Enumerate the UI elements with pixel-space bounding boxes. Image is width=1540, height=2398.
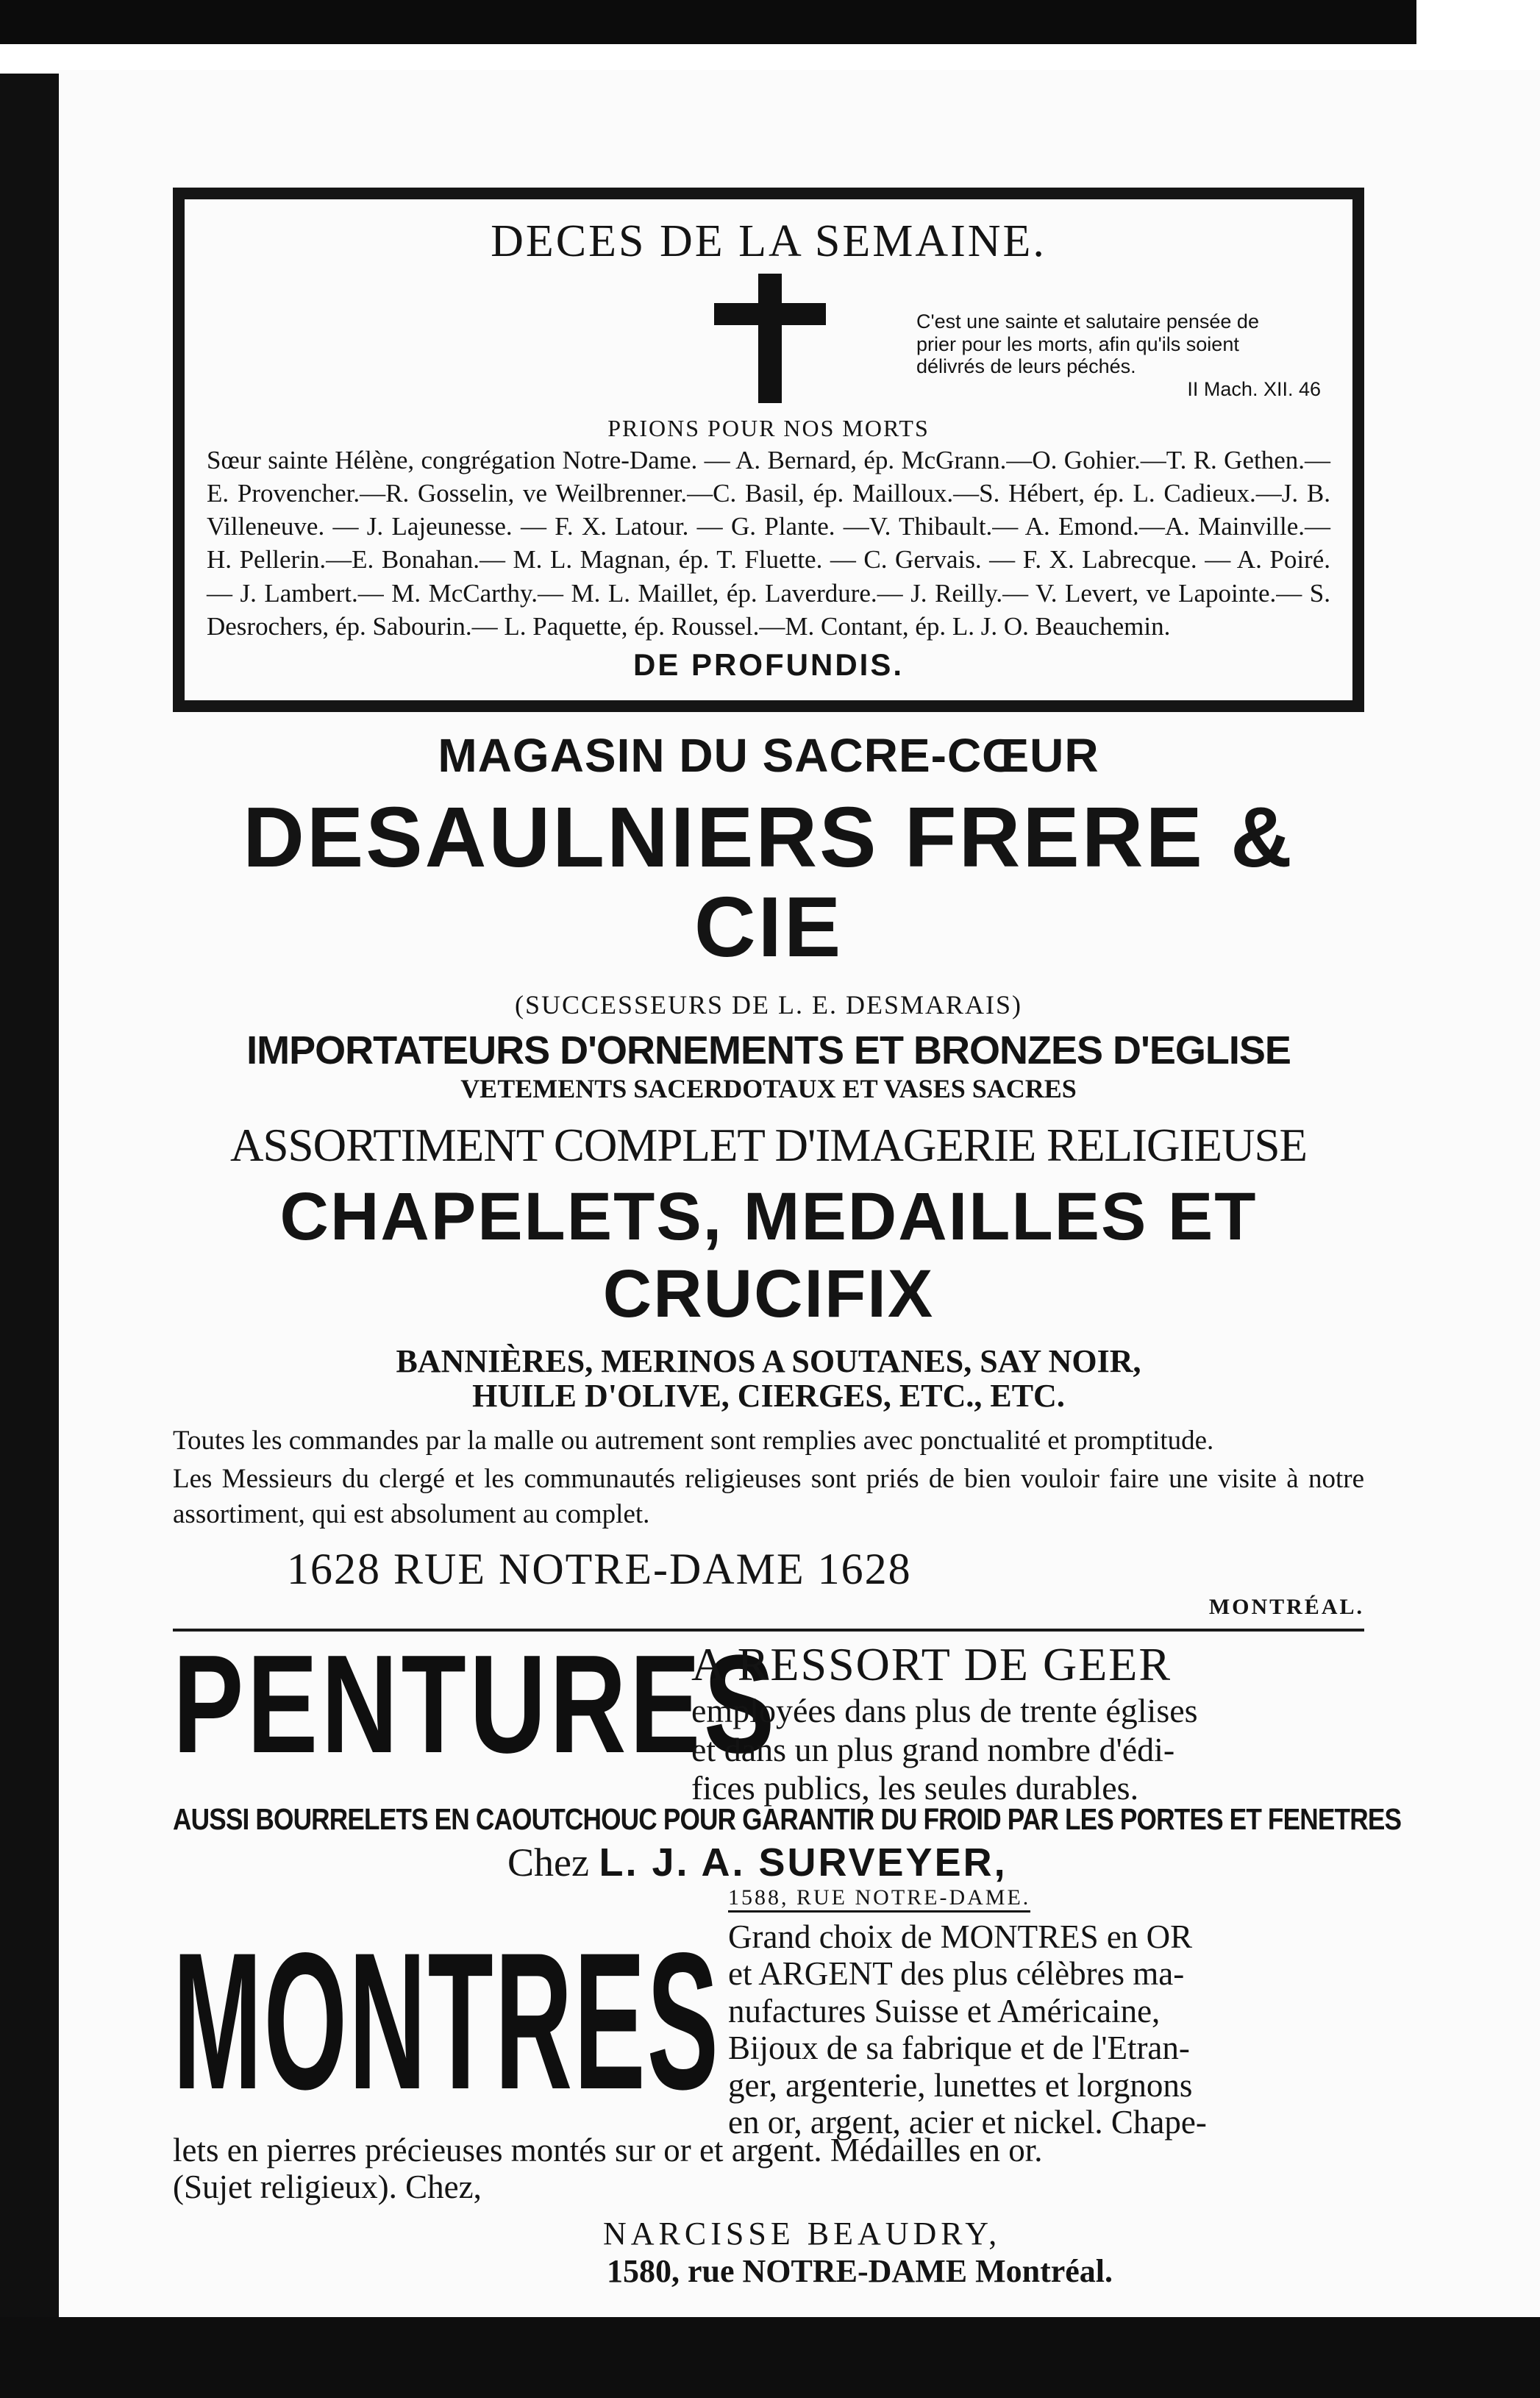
deaths-names-list: Sœur sainte Hélène, congrégation Notre-Dame. — A. Bernard, ép. McGrann.—O. Gohier.—T. R. Gethen.—E. Provencher.—R. Gosselin, ve Weilbrenner.—C. Basil, ép. Mailloux.—S. Hébert, ép. L. Cadieux.—J. B. Villeneuve. — J. Lajeunesse. — F. X. Latour. — G. Plante. —V. Thibault.— A. Emond.—A. Mainville.— H. Pellerin.—E. Bonahan.— M. L. Magnan, ép. T. Fluette. — C. Gervais. — F. X. Labrecque. — A. Poiré.— J. Lambert.— M. McCarthy.— M. L. Maillet, ép. Laverdure.— J. Reilly.— V. Levert, ve Lapointe.— S. Desrochers, ép. Sabourin.— L. Paquette, ép. Roussel.—M. Contant, ép. L. J. O. Beauchemin. xyxy=(207,446,1330,641)
chez-label: Chez xyxy=(507,1840,589,1885)
scan-border-top xyxy=(0,0,1416,44)
montres-text-line: nufactures Suisse et Américaine, xyxy=(728,1992,1161,2029)
montres-description xyxy=(728,1918,1368,2141)
deaths-title: DECES DE LA SEMAINE. xyxy=(491,216,1047,266)
scan-border-left xyxy=(0,74,59,2398)
beaudry-address: 1580, rue NOTRE-DAME Montréal. xyxy=(607,2252,1113,2289)
montres-ad xyxy=(173,1913,1364,2141)
magasin-heading: MAGASIN DU SACRE-CŒUR xyxy=(438,728,1099,782)
montres-text-line: ger, argenterie, lunettes et lorgnons xyxy=(728,2066,1193,2104)
scan-border-bottom xyxy=(0,2317,1540,2398)
montres-text-line: Grand choix de MONTRES en OR xyxy=(728,1918,1193,1956)
surveyer-address-row xyxy=(173,1885,1364,1913)
pentures-text-line: et dans un plus grand nombre d'édi- xyxy=(691,1730,1175,1768)
pentures-text-line: fices publics, les seules durables. xyxy=(691,1768,1139,1807)
pentures-description xyxy=(691,1637,1368,1807)
cross-row xyxy=(207,268,1330,415)
verse-line: délivrés de leurs péchés. xyxy=(916,355,1136,377)
deaths-notice-box xyxy=(173,188,1364,712)
pentures-ad xyxy=(173,1626,1364,1807)
montres-full-line: lets en pierres précieuses montés sur or et argent. Médailles en or. xyxy=(173,2132,1043,2169)
magasin-city: MONTRÉAL. xyxy=(1208,1595,1364,1620)
verse-line: C'est une sainte et salutaire pensée de xyxy=(916,310,1259,332)
successeurs-line: (SUCCESSEURS DE L. E. DESMARAIS) xyxy=(514,990,1023,1020)
de-profundis: DE PROFUNDIS. xyxy=(632,647,905,682)
chapelets-line: CHAPELETS, MEDAILLES ET CRUCIFIX xyxy=(279,1179,1258,1332)
cross-icon xyxy=(758,274,782,403)
bourrelets-line: AUSSI BOURRELETS EN CAOUTCHOUC POUR GARANTIR DU FROID PAR LES PORTES ET FENETRES xyxy=(173,1802,1402,1837)
scripture-verse xyxy=(916,310,1343,400)
verse-reference: II Mach. XII. 46 xyxy=(1187,377,1321,400)
surveyer-address: 1588, RUE NOTRE-DAME. xyxy=(728,1885,1030,1913)
verse-line: prier pour les morts, afin qu'ils soient xyxy=(916,332,1239,355)
cross-arm xyxy=(714,303,826,325)
vetements-line: VETEMENTS SACERDOTAUX ET VASES SACRES xyxy=(460,1074,1077,1104)
surveyer-line xyxy=(173,1840,1364,1885)
beaudry-signature: NARCISSE BEAUDRY, xyxy=(603,2215,1002,2252)
importateurs-line: IMPORTATEURS D'ORNEMENTS ET BRONZES D'EGLISE xyxy=(246,1028,1291,1073)
advertisement-column xyxy=(173,188,1402,2290)
magasin-address: 1628 RUE NOTRE-DAME 1628 xyxy=(287,1545,912,1594)
montres-text-line: en or, argent, acier et nickel. Chape- xyxy=(728,2104,1207,2141)
montres-text-line: et ARGENT des plus célèbres ma- xyxy=(728,1955,1185,1993)
bannieres-line-2: HUILE D'OLIVE, CIERGES, ETC., ETC. xyxy=(472,1377,1065,1414)
montres-wordmark: MONTRES xyxy=(173,1913,721,2131)
bannieres-line-1: BANNIÈRES, MERINOS A SOUTANES, SAY NOIR, xyxy=(396,1343,1141,1380)
prions-heading: PRIONS POUR NOS MORTS xyxy=(607,415,930,441)
pentures-headline: A RESSORT DE GEER xyxy=(691,1638,1172,1691)
montres-text-line: Bijoux de sa fabrique et de l'Etran- xyxy=(728,2029,1190,2067)
pentures-wordmark: PENTURES xyxy=(173,1626,778,1783)
firm-name: DESAULNIERS FRERE & CIE xyxy=(243,789,1294,975)
clerge-paragraph: Les Messieurs du clergé et les communautés religieuses sont priés de bien vouloir faire une visite à notre assortiment, qui est absolument au complet. xyxy=(173,1463,1364,1529)
surveyer-name: L. J. A. SURVEYER, xyxy=(599,1840,1008,1885)
commandes-paragraph: Toutes les commandes par la malle ou autrement sont remplies avec ponctualité et promptitude. xyxy=(173,1425,1214,1456)
assortiment-line: ASSORTIMENT COMPLET D'IMAGERIE RELIGIEUSE xyxy=(230,1120,1307,1172)
montres-last-line: (Sujet religieux). Chez, xyxy=(173,2168,482,2206)
pentures-text-line: employées dans plus de trente églises xyxy=(691,1692,1198,1730)
